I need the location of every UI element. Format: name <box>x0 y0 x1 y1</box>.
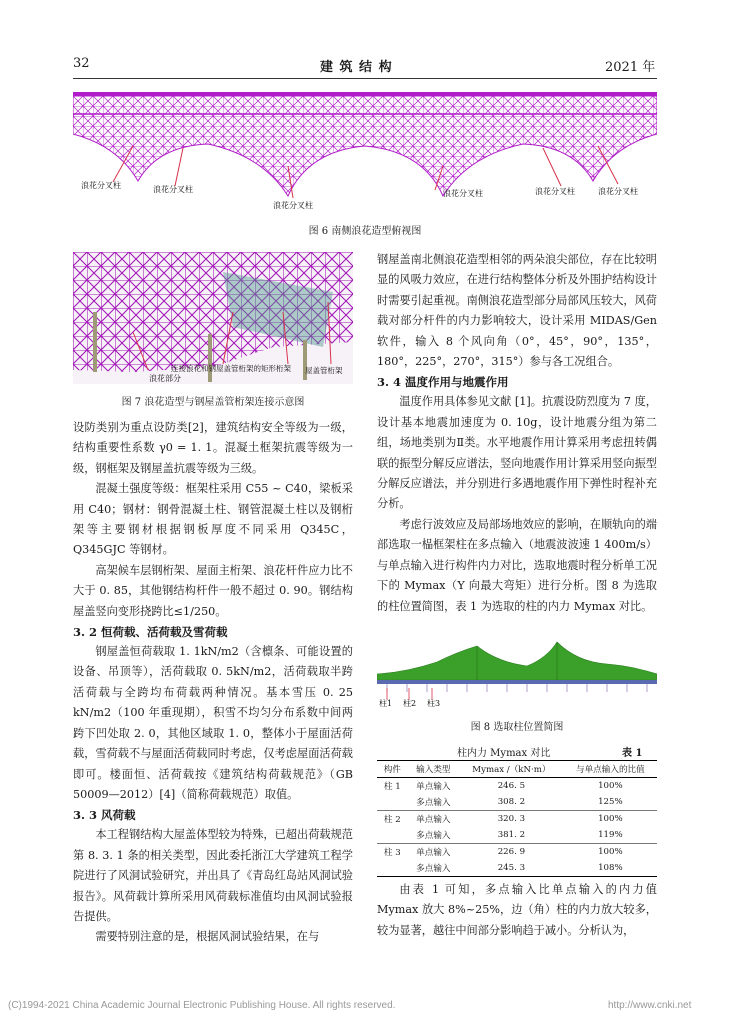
table-cell: 100% <box>598 781 623 791</box>
table-1-title: 柱内力 Mymax 对比 <box>457 748 551 759</box>
table-cell: 100% <box>564 844 657 861</box>
fig6-label-4: 浪花分叉柱 <box>443 189 483 198</box>
year: 2021 年 <box>605 60 656 75</box>
table-cell: 119% <box>598 830 623 840</box>
figure-6-caption: 图 6 南侧浪花造型俯视图 <box>308 226 422 237</box>
table-cell <box>377 794 408 811</box>
paragraph: 本工程钢结构大屋盖体型较为特殊，已超出荷载规范第 8. 3. 1 条的相关类型，因此委托浙江大学建筑工程学院进行了风洞试验研究，并出具了《青岛红岛站风洞试验报告》。风荷载计算所采用风荷载标准值均由风洞试验报告提供。 <box>73 828 353 923</box>
table-cell: 245. 3 <box>459 860 564 877</box>
table-cell: 320. 3 <box>459 811 564 828</box>
table-row <box>377 794 657 811</box>
header-rule <box>73 78 657 79</box>
fig8-label-column-1: 柱1 <box>379 699 393 708</box>
fig7-label-connection: 连接浪花和钢屋盖管桁架的矩形桁架 <box>171 364 291 373</box>
table-row <box>377 811 657 828</box>
left-column <box>73 418 353 948</box>
table-header: Mymax /（kN·m） <box>459 761 564 778</box>
fig8-label-column-2: 柱2 <box>403 699 417 708</box>
table-header: 与单点输入的比值 <box>564 761 657 778</box>
table-cell: 多点输入 <box>416 831 451 841</box>
right-column-bottom <box>377 880 657 941</box>
fig8-label-column-3: 柱3 <box>427 699 441 708</box>
right-column-top <box>377 250 657 617</box>
paragraph: 需要特别注意的是，根据风洞试验结果，在与 <box>95 930 320 944</box>
table-cell <box>377 860 408 877</box>
fig6-label-2: 浪花分叉柱 <box>153 185 193 194</box>
paragraph: 由表 1 可知，多点输入比单点输入的内力值 Mymax 放大 8%~25%，边（角）柱的内力放大较多，较为显著，越往中间部分影响趋于减小。分析认为， <box>377 883 657 937</box>
table-row <box>377 827 657 844</box>
section-heading-3-3: 3. 3 风荷载 <box>73 808 136 823</box>
table-cell: 100% <box>564 811 657 828</box>
paragraph: 考虑行波效应及局部场地效应的影响，在顺轨向的端部选取一榀框架柱在多点输入（地震波波速 1 400m/s）与单点输入进行构件内力对比，选取地震时程分析单工况下的 Mymax（Y 向最大弯矩）进行分析。图 8 为选取的柱位置简图，表 1 为选取的柱的内力 Mymax 对比。 <box>377 517 657 613</box>
table-1 <box>377 760 657 877</box>
fig7-label-roof-truss: 屋盖管桁架 <box>305 366 343 375</box>
table-header: 输入类型 <box>408 761 459 778</box>
figure-8-roof-drawing <box>377 632 657 710</box>
table-row <box>377 860 657 877</box>
table-cell: 柱 3 <box>377 844 408 861</box>
paragraph: 钢屋盖恒荷载取 1. 1kN/m2（含檩条、可能设置的设备、吊顶等），活荷载取 0. 5kN/m2，活荷载取半跨活荷载与全跨均布荷载两种情况。基本雪压 0. 25 kN/m2（100 年重现期），积雪不均匀分布系数中间两跨下凹处取 2. 0，其他区域取 1. 0，整体小于屋面活荷载，雪荷载不与屋面活荷载同时考虑，仅考虑屋面活荷载即可。楼面恒、活荷载按《建筑结构荷载规范》（GB 50009—2012）[4]（简称荷载规范）取值。 <box>73 645 353 801</box>
copyright-notice: (C)1994-2021 China Academic Journal Electronic Publishing House. All rights reserved. <box>8 1000 396 1011</box>
paragraph: 钢屋盖南北侧浪花造型相邻的两朵浪尖部位，存在比较明显的风吸力效应，在进行结构整体分析及外围护结构设计时需要引起重视。南侧浪花造型部分局部风压较大，风荷载对部分杆件的内力影响较大，设计采用 MIDAS/Gen 软件，输入 8 个风向角（0°，45°，90°，135°，180°，225°，270°，315°）参与各工况组合。 <box>377 253 657 369</box>
figure-7-caption: 图 7 浪花造型与钢屋盖管桁架连接示意图 <box>121 397 305 408</box>
table-cell: 单点输入 <box>416 782 451 792</box>
table-cell: 单点输入 <box>408 844 459 861</box>
table-row <box>377 844 657 861</box>
table-cell: 381. 2 <box>497 830 526 840</box>
table-cell: 多点输入 <box>416 798 451 808</box>
fig6-label-3: 浪花分叉柱 <box>273 201 313 210</box>
table-cell: 柱 2 <box>377 811 408 828</box>
section-heading-3-2: 3. 2 恒荷载、活荷载及雪荷载 <box>73 625 228 640</box>
table-cell <box>377 827 408 844</box>
fig6-label-1: 浪花分叉柱 <box>81 181 121 190</box>
table-cell: 单点输入 <box>408 811 459 828</box>
paragraph: 温度作用具体参见文献 [1]。抗震设防烈度为 7 度，设计基本地震加速度为 0. 10g，设计地震分组为第二组，场地类别为Ⅱ类。水平地震作用计算采用考虑扭转偶联的振型分解反应谱法，竖向地震作用计算采用竖向振型分解反应谱法，并分别进行多遇地震作用下弹性时程补充分析。 <box>377 395 657 511</box>
table-cell: 308. 2 <box>497 797 526 807</box>
paragraph: 混凝土强度等级：框架柱采用 C55 ~ C40，梁板采用 C40；钢材：钢骨混凝土柱、钢管混凝土柱以及钢桁架等主要钢材根据钢板厚度不同采用 Q345C，Q345GJC 等钢材。 <box>73 482 353 557</box>
figure-8-caption: 图 8 选取柱位置简图 <box>470 722 564 733</box>
paragraph: 设防类别为重点设防类[2]，建筑结构安全等级为一级，结构重要性系数 γ0 = 1. 1。混凝土框架抗震等级为一级，钢框架及钢屋盖抗震等级为三级。 <box>73 421 353 475</box>
page-number: 32 <box>73 56 90 71</box>
table-cell: 柱 1 <box>383 782 401 792</box>
figure-6-truss-drawing <box>73 86 657 218</box>
fig6-label-6: 浪花分叉柱 <box>598 187 638 196</box>
journal-title: 建 筑 结 构 <box>320 60 393 75</box>
paragraph: 高架候车层钢桁架、屋面主桁架、浪花杆件应力比不大于 0. 85，其他钢结构杆件一般不超过 0. 90。钢结构屋盖竖向变形挠跨比≤1/250。 <box>73 563 353 618</box>
figure-8 <box>377 632 657 710</box>
table-row <box>377 778 657 795</box>
table-cell: 246. 5 <box>497 781 526 791</box>
table-cell: 226. 9 <box>459 844 564 861</box>
table-1-number: 表 1 <box>622 748 643 759</box>
table-cell: 108% <box>564 860 657 877</box>
table-cell: 多点输入 <box>408 860 459 877</box>
fig6-label-5: 浪花分叉柱 <box>535 187 575 196</box>
figure-6 <box>73 86 657 218</box>
figure-7 <box>73 252 353 384</box>
fig7-label-part: 浪花部分 <box>149 374 181 383</box>
section-heading-3-4: 3. 4 温度作用与地震作用 <box>377 375 509 390</box>
table-cell: 125% <box>598 797 623 807</box>
footer-url: http://www.cnki.net <box>608 1000 692 1011</box>
table-header: 构件 <box>377 761 408 778</box>
